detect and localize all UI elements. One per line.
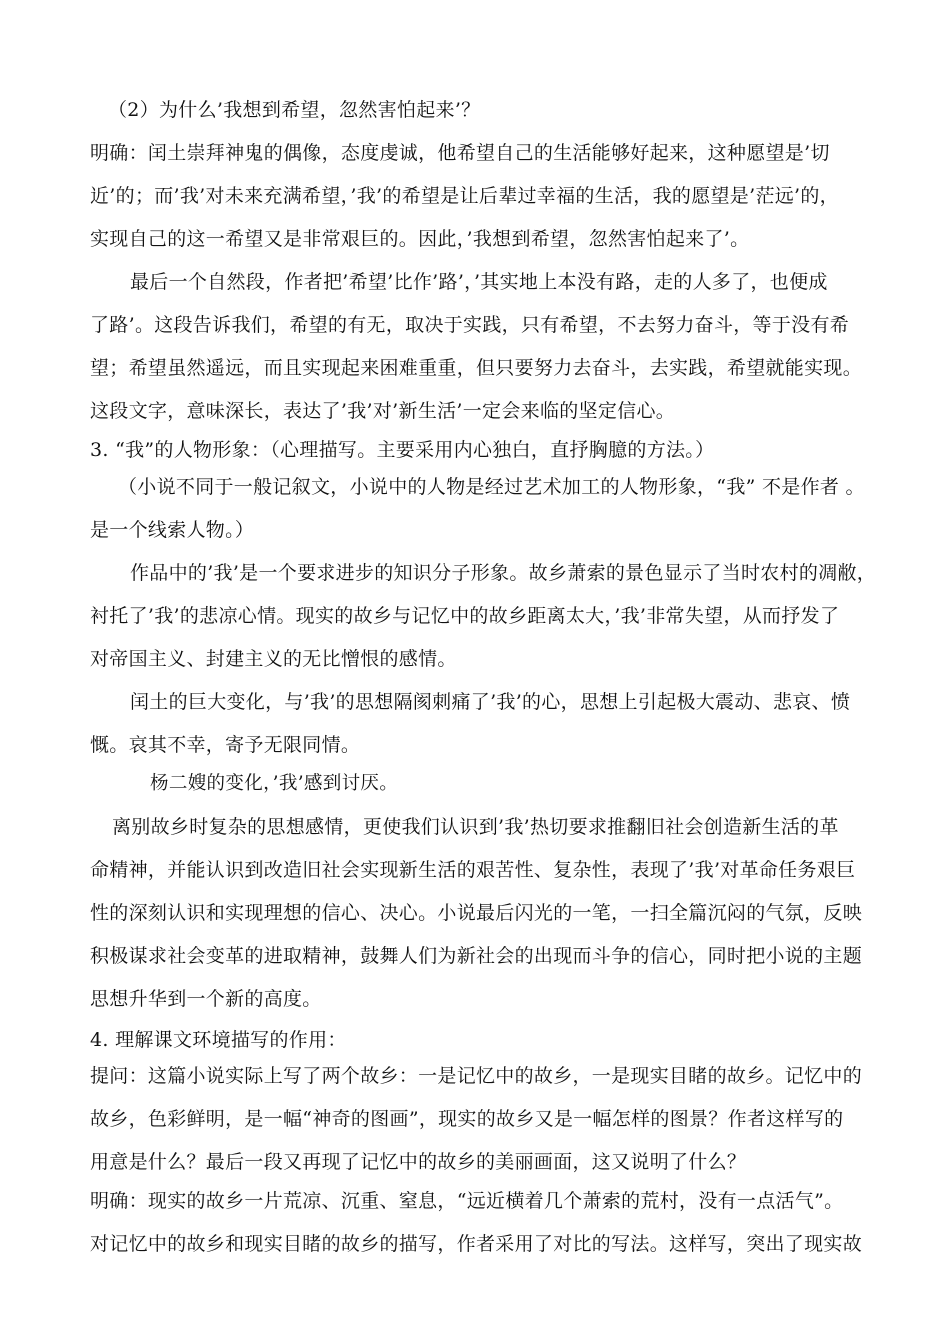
text-line: 提问：这篇小说实际上写了两个故乡：一是记忆中的故乡，一是现实目睹的故乡。记忆中的	[90, 1065, 863, 1087]
text-line: 最后一个自然段，作者把’希望’比作’路’，’其实地上本没有路，走的人多了，也便成	[130, 271, 828, 293]
text-line: 慨。哀其不幸，寄予无限同情。	[90, 734, 361, 756]
text-line: 这段文字，意味深长，表达了’我’对’新生活’一定会来临的坚定信心。	[90, 400, 676, 422]
text-line: 明确：现实的故乡一片荒凉、沉重、窒息，“远近横着几个萧索的荒村，没有一点活气”。	[90, 1190, 844, 1212]
text-line: 性的深刻认识和实现理想的信心、决心。小说最后闪光的一笔，一扫全篇沉闷的气氛，反映	[90, 902, 863, 924]
text-line: 杨二嫂的变化，’我’感到讨厌。	[150, 773, 399, 794]
section-heading: 4. 理解课文环境描写的作用：	[90, 1029, 347, 1051]
text-line: 用意是什么？最后一段又再现了记忆中的故乡的美丽画面，这又说明了什么？	[90, 1151, 747, 1173]
text-line: （2）为什么’我想到希望，忽然害怕起来’？	[108, 99, 481, 121]
text-line: 衬托了’我’的悲凉心情。现实的故乡与记忆中的故乡距离太大，’我’非常失望，从而抒发了	[90, 605, 840, 627]
text-line: 了路’。这段告诉我们，希望的有无，取决于实践，只有希望，不去努力奋斗，等于没有希	[90, 314, 850, 336]
text-line: 是一个线索人物。）	[90, 519, 255, 541]
section-heading: 3. “我”的人物形象：（心理描写。主要采用内心独白，直抒胸臆的方法。）	[90, 439, 715, 461]
text-line: （小说不同于一般记叙文，小说中的人物是经过艺术加工的人物形象，“我” 不是作者 。	[118, 476, 865, 498]
text-line: 闰土的巨大变化，与’我’的思想隔阂刺痛了’我’的心，思想上引起极大震动、悲哀、愤	[130, 691, 851, 713]
text-line: 积极谋求社会变革的进取精神，鼓舞人们为新社会的出现而斗争的信心，同时把小说的主题	[90, 945, 863, 967]
text-line: 实现自己的这一希望又是非常艰巨的。因此，’我想到希望，忽然害怕起来了’。	[90, 228, 750, 250]
text-line: 思想升华到一个新的高度。	[90, 988, 322, 1010]
text-line: 离别故乡时复杂的思想感情，更使我们认识到’我’热切要求推翻旧社会创造新生活的革	[112, 816, 839, 838]
text-line: 望；希望虽然遥远，而且实现起来困难重重，但只要努力去奋斗，去实践，希望就能实现。	[90, 357, 863, 379]
text-line: 命精神，并能认识到改造旧社会实现新生活的艰苦性、复杂性，表现了’我’对革命任务艰巨	[90, 859, 856, 881]
text-line: 作品中的’我’是一个要求进步的知识分子形象。故乡萧索的景色显示了当时农村的凋敝，	[130, 562, 877, 584]
text-line: 明确：闰土崇拜神鬼的偶像，态度虔诚，他希望自己的生活能够好起来，这种愿望是’切	[90, 142, 830, 164]
text-line: 故乡，色彩鲜明，是一幅“神奇的图画”，现实的故乡又是一幅怎样的图景？作者这样写的	[90, 1108, 844, 1130]
text-line: 对记忆中的故乡和现实目睹的故乡的描写，作者采用了对比的写法。这样写，突出了现实故	[90, 1233, 863, 1255]
text-line: 近’的；而’我’对未来充满希望，’我’的希望是让后辈过幸福的生活，我的愿望是’茫远’的，	[90, 185, 839, 207]
text-line: 对帝国主义、封建主义的无比憎恨的感情。	[90, 648, 457, 670]
